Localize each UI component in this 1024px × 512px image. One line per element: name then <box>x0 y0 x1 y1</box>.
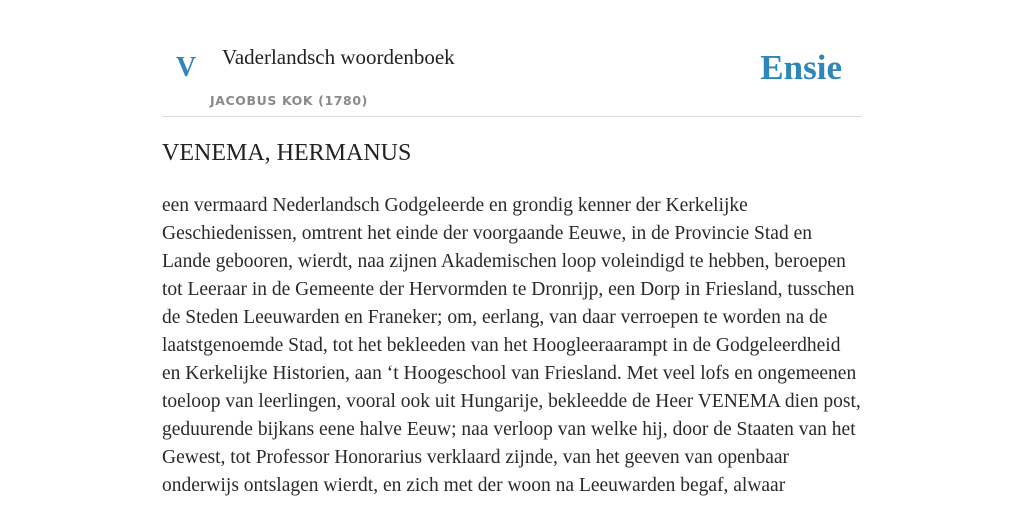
book-letter-icon[interactable]: V <box>176 52 197 83</box>
book-author: JACOBUS KOK (1780) <box>210 93 368 108</box>
page-header <box>162 0 862 117</box>
entry-title: VENEMA, HERMANUS <box>162 140 412 166</box>
entry-body: een vermaard Nederlandsch Godgeleerde en grondig kenner der Kerkelijke Geschiedenissen, omtrent het einde der voorgaande Eeuwe, in de Provincie Stad en Lande gebooren, wierdt, naa zijnen Akademischen loop voleindigd te hebben, beroepen tot Leeraar in de Gemeente der Hervormden te Dronrijp, een Dorp in Friesland, tusschen de Steden Leeuwarden en Franeker; om, eerlang, van daar verroepen te worden na de laatstgenoemde Stad, tot het bekleeden van het Hoogleeraarampt in de Godgeleerdheid en Kerkelijke Historien, aan ‘t Hoogeschool van Friesland. Met veel lofs en ongemeenen toeloop van leerlingen, vooral ook uit Hungarije, bekleedde de Heer VENEMA dien post, geduurende bijkans eene halve Eeuw; naa verloop van welke hij, door de Staaten van het Gewest, tot Professor Honorarius verklaard zijnde, van het geeven van openbaar onderwijs ontslagen wierdt, en zich met der woon na Leeuwarden begaf, alwaar <box>162 195 861 496</box>
brand-logo[interactable]: Ensie <box>760 48 842 87</box>
book-title[interactable]: Vaderlandsch woordenboek <box>222 45 455 69</box>
